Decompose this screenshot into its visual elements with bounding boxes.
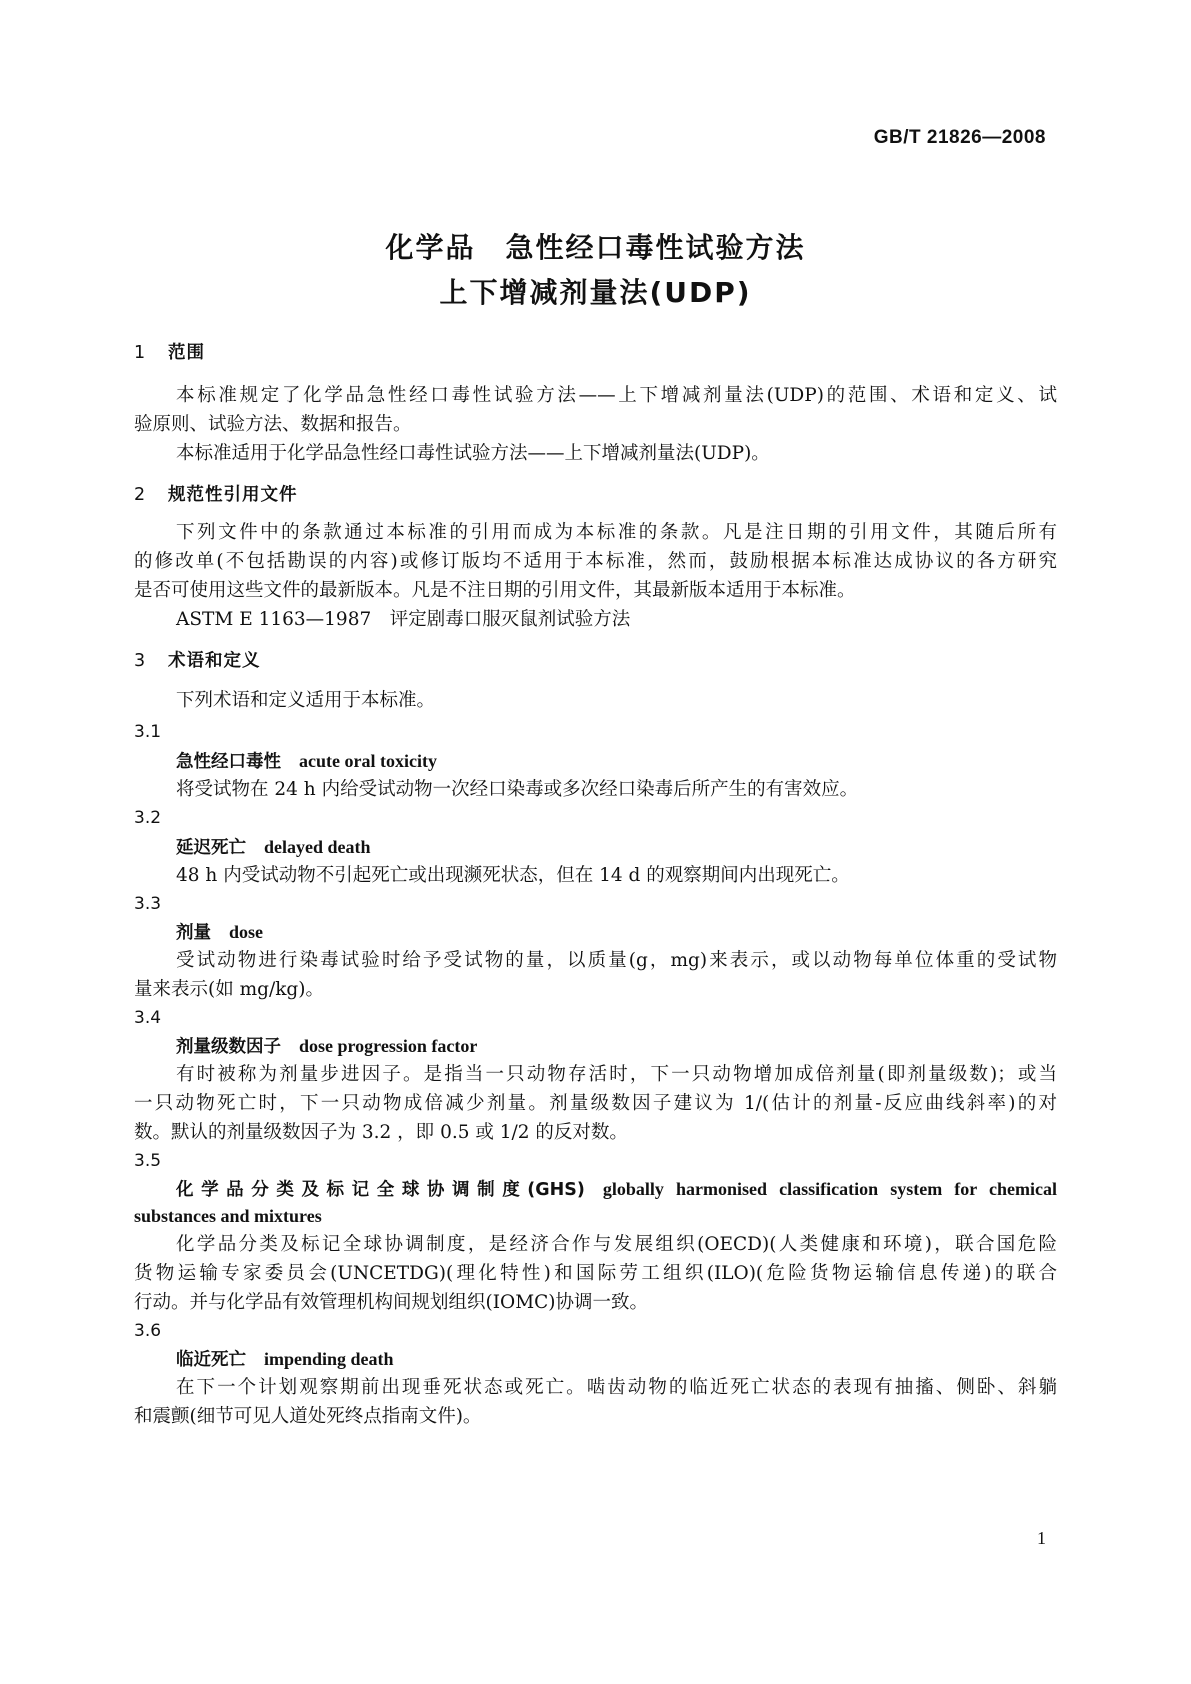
term-heading <box>176 747 1057 777</box>
term-number: 3.5 <box>134 1151 162 1171</box>
paragraph-line: 下列文件中的条款通过本标准的引用而成为本标准的条款。凡是注日期的引用文件，其随后所有 <box>176 522 1057 543</box>
term-en: delayed death <box>264 837 371 857</box>
paragraph-line: 本标准适用于化学品急性经口毒性试验方法——上下增减剂量法(UDP)。 <box>176 443 770 464</box>
paragraph-line: 一只动物死亡时，下一只动物成倍减少剂量。剂量级数因子建议为 1/(估计的剂量-反应曲线斜率)的对 <box>134 1093 1057 1114</box>
term-en: acute oral toxicity <box>299 751 437 771</box>
term-zh: 剂量级数因子 <box>176 1037 281 1057</box>
term-heading <box>176 1345 1057 1375</box>
paragraph-line: 下列术语和定义适用于本标准。 <box>176 690 436 711</box>
term-en: dose progression factor <box>299 1036 478 1056</box>
section-number: 2 <box>134 485 147 505</box>
paragraph-line: 货物运输专家委员会(UNCETDG)(理化特性)和国际劳工组织(ILO)(危险货物运输信息传递)的联合 <box>134 1263 1057 1284</box>
section-heading-2 <box>134 481 1057 510</box>
term-heading <box>176 1032 1057 1062</box>
section-title: 规范性引用文件 <box>168 485 298 505</box>
term-en: dose <box>229 922 264 942</box>
term-zh: 临近死亡 <box>176 1350 246 1370</box>
paragraph-line: 是否可使用这些文件的最新版本。凡是不注日期的引用文件，其最新版本适用于本标准。 <box>134 580 856 601</box>
paragraph-line: 有时被称为剂量步进因子。是指当一只动物存活时，下一只动物增加成倍剂量(即剂量级数)；或当 <box>176 1064 1057 1085</box>
paragraph-line: 的修改单(不包括勘误的内容)或修订版均不适用于本标准，然而，鼓励根据本标准达成协议的各方研究 <box>134 551 1057 572</box>
term-heading <box>176 1175 1057 1205</box>
term-heading-continued <box>134 1202 1057 1232</box>
term-number: 3.4 <box>134 1008 162 1028</box>
paragraph-line: 和震颤(细节可见人道处死终点指南文件)。 <box>134 1406 482 1427</box>
term-number: 3.6 <box>134 1321 162 1341</box>
term-en: globally harmonised classification system for chemical <box>602 1179 1058 1199</box>
paragraph-line: 量来表示(如 mg/kg)。 <box>134 979 324 1000</box>
term-heading <box>176 833 1057 863</box>
paragraph-line: 将受试物在 24 h 内给受试动物一次经口染毒或多次经口染毒后所产生的有害效应。 <box>176 779 859 800</box>
section-number: 3 <box>134 651 147 671</box>
paragraph-line: 受试动物进行染毒试验时给予受试物的量，以质量(g，mg)来表示，或以动物每单位体重的受试物 <box>176 950 1057 971</box>
term-en: impending death <box>264 1349 394 1369</box>
section-title: 术语和定义 <box>168 651 261 671</box>
paragraph-line: 本标准规定了化学品急性经口毒性试验方法——上下增减剂量法(UDP)的范围、术语和定义、试 <box>176 385 1057 406</box>
paragraph-line: 在下一个计划观察期前出现垂死状态或死亡。啮齿动物的临近死亡状态的表现有抽搐、侧卧、斜躺 <box>176 1377 1057 1398</box>
term-zh: 剂量 <box>176 923 211 943</box>
term-number: 3.3 <box>134 894 162 914</box>
paragraph-line: 行动。并与化学品有效管理机构间规划组织(IOMC)协调一致。 <box>134 1292 649 1313</box>
section-title: 范围 <box>168 343 205 363</box>
term-number: 3.1 <box>134 722 162 742</box>
paragraph-line: 数。默认的剂量级数因子为 3.2 ，即 0.5 或 1/2 的反对数。 <box>134 1122 628 1143</box>
term-zh: 化学品分类及标记全球协调制度(GHS) <box>176 1180 585 1200</box>
reference-line: ASTM E 1163—1987 评定剧毒口服灭鼠剂试验方法 <box>176 609 631 630</box>
paragraph-line: 验原则、试验方法、数据和报告。 <box>134 414 412 435</box>
page-number: 1 <box>1037 1528 1046 1548</box>
document-title-line1: 化学品 急性经口毒性试验方法 <box>385 231 806 264</box>
paragraph-line: 化学品分类及标记全球协调制度，是经济合作与发展组织(OECD)(人类健康和环境)，联合国危险 <box>176 1234 1057 1255</box>
standard-number: GB/T 21826—2008 <box>873 127 1046 148</box>
term-heading <box>176 918 1057 948</box>
document-title-line2: 上下增减剂量法(UDP) <box>439 276 752 309</box>
term-zh: 急性经口毒性 <box>176 752 281 772</box>
term-number: 3.2 <box>134 808 162 828</box>
section-heading-1 <box>134 339 1057 368</box>
section-heading-3 <box>134 647 1057 676</box>
section-number: 1 <box>134 343 147 363</box>
term-zh: 延迟死亡 <box>176 838 246 858</box>
term-en-continued: substances and mixtures <box>134 1206 322 1226</box>
paragraph-line: 48 h 内受试动物不引起死亡或出现濒死状态，但在 14 d 的观察期间内出现死亡。 <box>176 865 850 886</box>
